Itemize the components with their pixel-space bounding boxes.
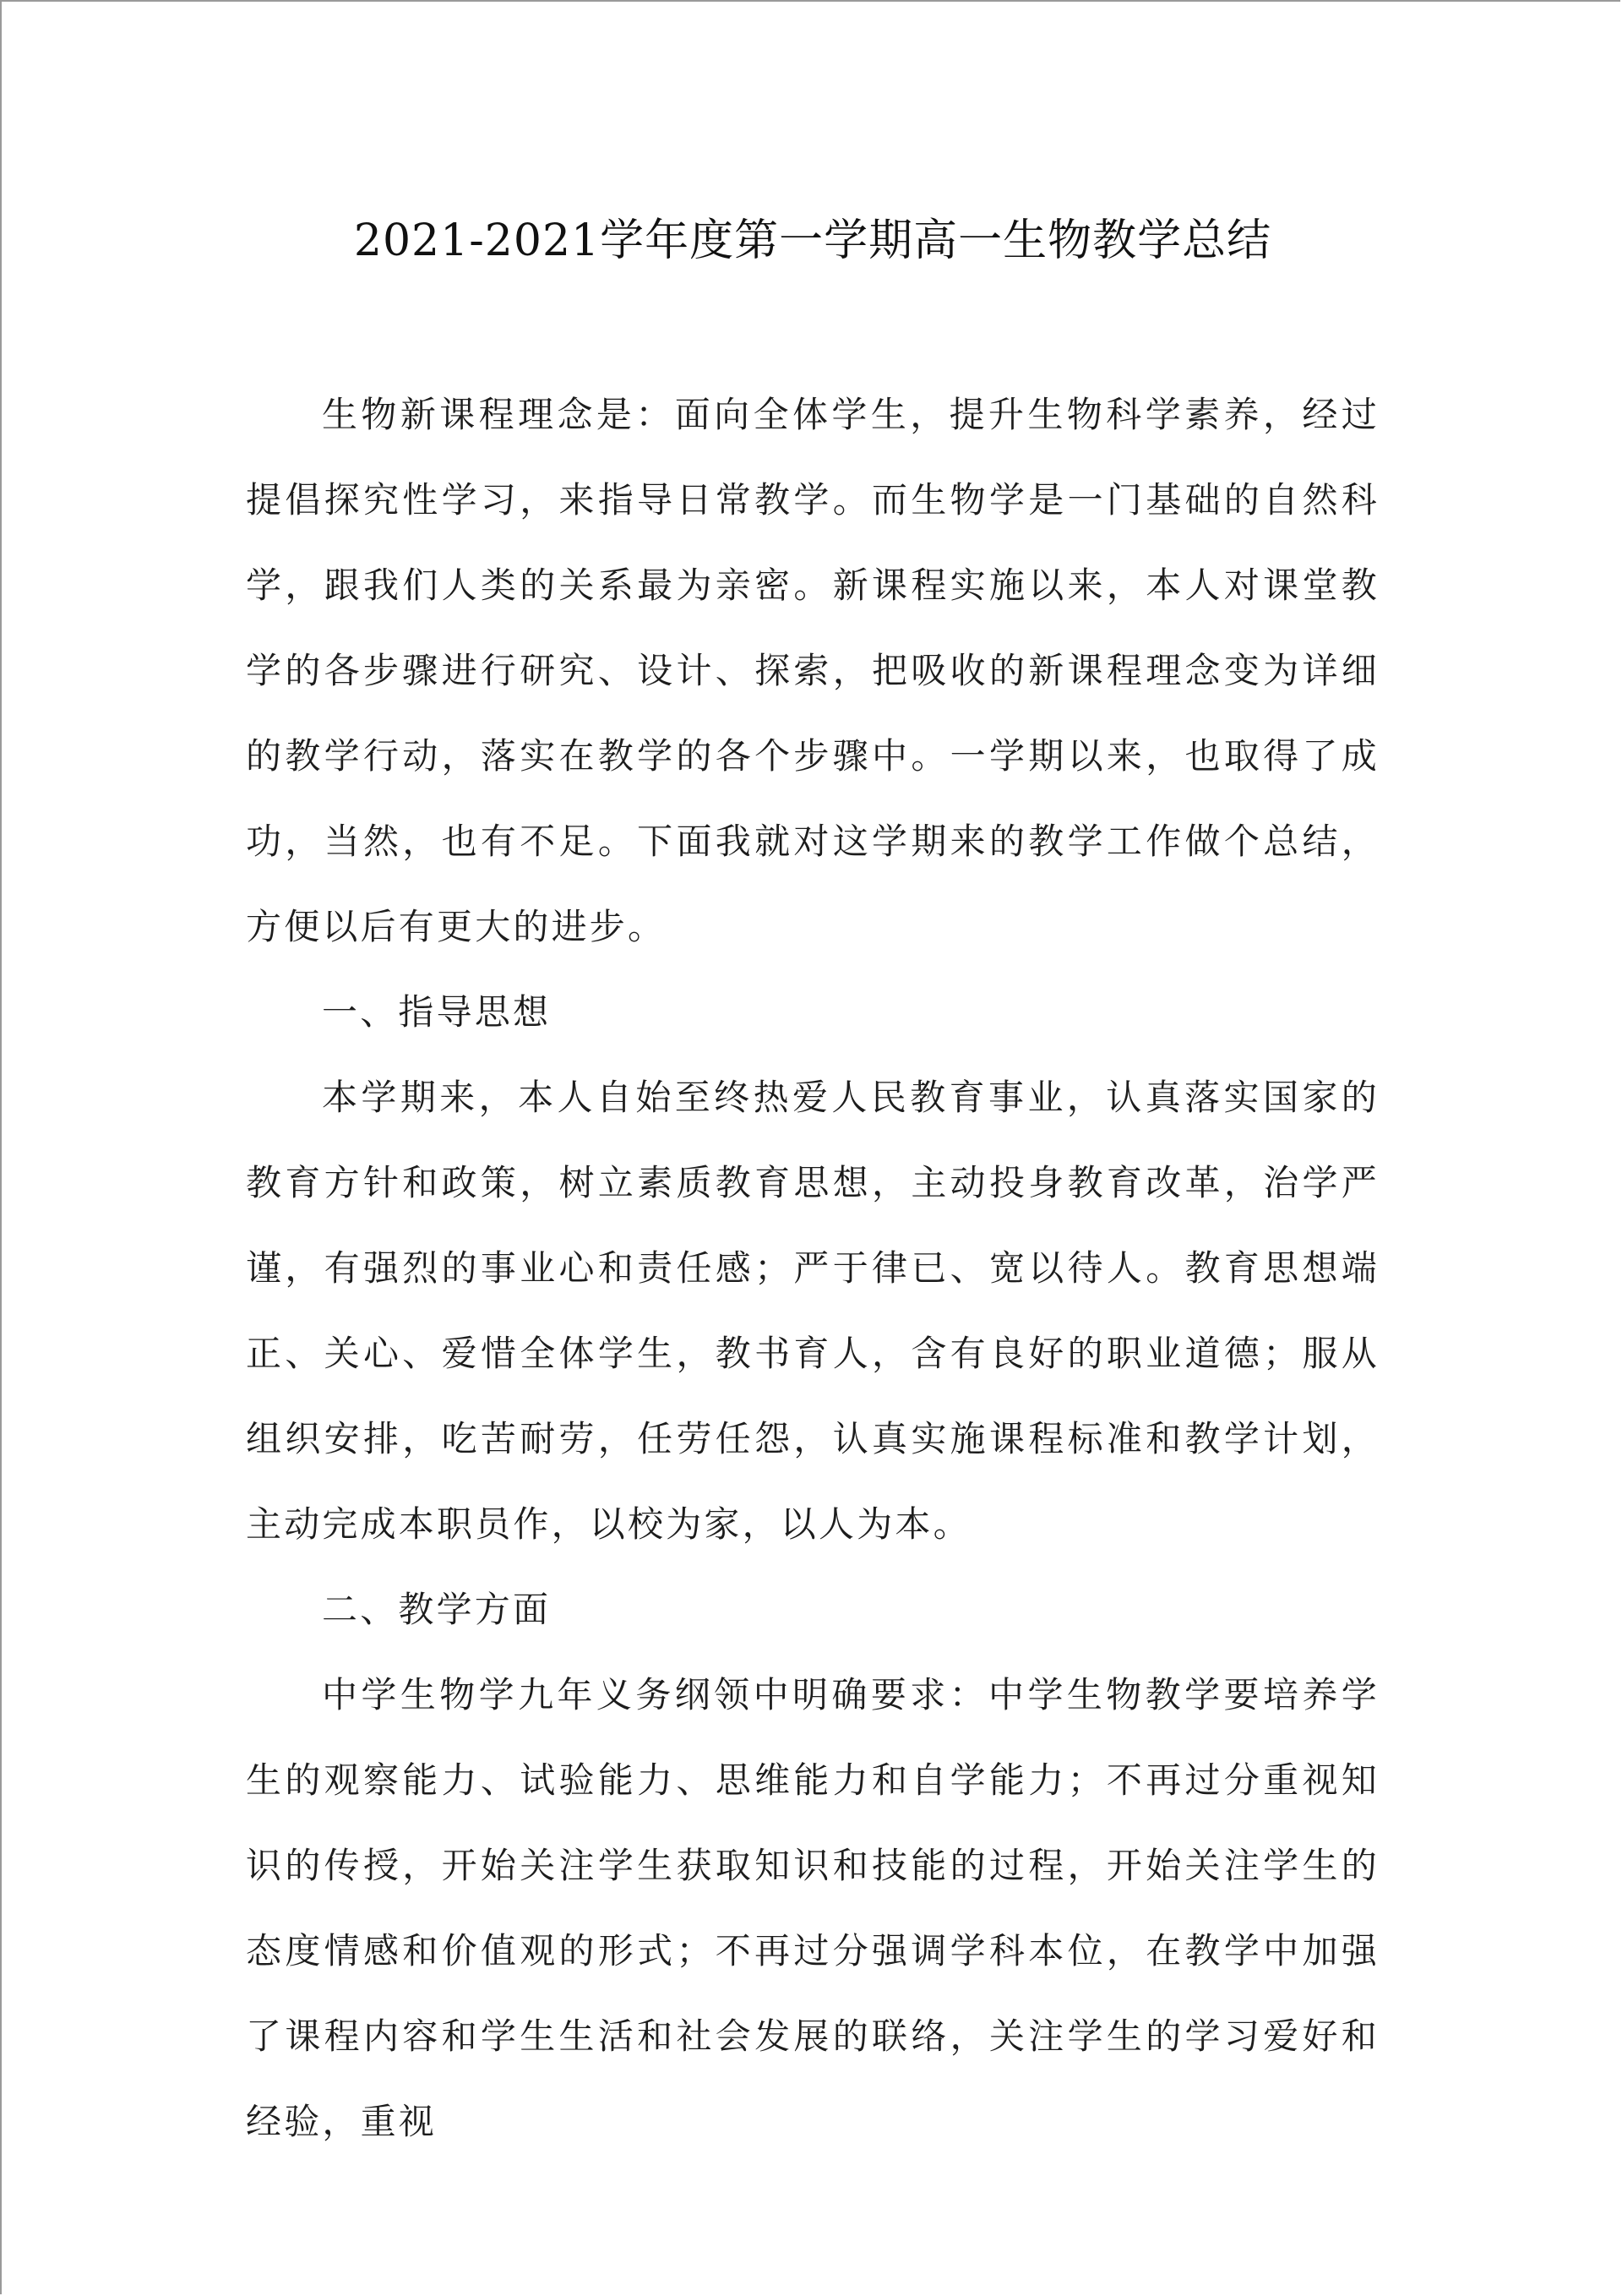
document-body [246,372,1380,2164]
teaching-paragraph: 中学生物学九年义务纲领中明确要求：中学生物教学要培养学生的观察能力、试验能力、思维能力和自学能力；不再过分重视知识的传授，开始关注学生获取知识和技能的过程，开始关注学生的态度情感和价值观的形式；不再过分强调学科本位，在教学中加强了课程内容和学生生活和社会发展的联络，关注学生的学习爱好和经验，重视 [246,1674,1380,2142]
document-title: 2021-2021学年度第一学期高一生物教学总结 [353,215,1272,266]
guiding-ideology-paragraph: 本学期来，本人自始至终热爱人民教育事业，认真落实国家的教育方针和政策，树立素质教育思想，主动投身教育改革，治学严谨，有强烈的事业心和责任感；严于律已、宽以待人。教育思想端正、关心、爱惜全体学生，教书育人，含有良好的职业道德；服从组织安排，吃苦耐劳，任劳任怨，认真实施课程标准和教学计划，主动完成本职员作，以校为家，以人为本。 [246,1077,1380,1545]
section-heading-teaching: 二、教学方面 [322,1589,552,1630]
intro-paragraph: 生物新课程理念是：面向全体学生，提升生物科学素养，经过提倡探究性学习，来指导日常教学。而生物学是一门基础的自然科学，跟我们人类的关系最为亲密。新课程实施以来，本人对课堂教学的各步骤进行研究、设计、探索，把吸收的新课程理念变为详细的教学行动，落实在教学的各个步骤中。一学期以来，也取得了成功，当然，也有不足。下面我就对这学期来的教学工作做个总结，方便以后有更大的进步。 [246,394,1380,947]
section-heading-guiding-ideology: 一、指导思想 [322,991,552,1033]
